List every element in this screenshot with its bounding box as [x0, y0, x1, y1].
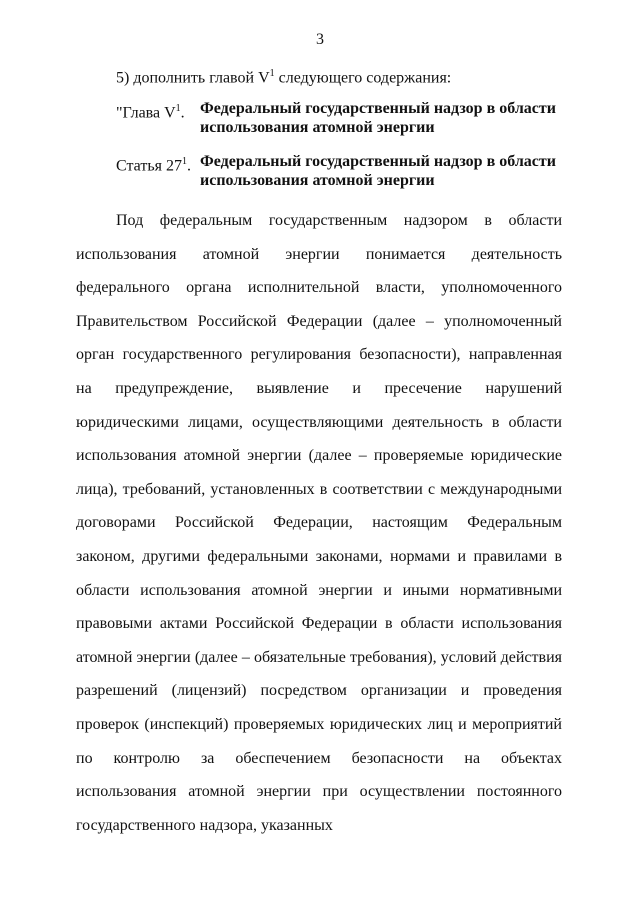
article-label-superscript: 1: [181, 156, 187, 167]
article-label: [116, 152, 191, 175]
article-label-prefix: Статья 27: [116, 157, 182, 175]
article-label-suffix: .: [186, 157, 191, 175]
chapter-title: Федеральный государственный надзор в области использования атомной энергии: [200, 100, 556, 136]
amendment-intro-suffix: следующего содержания:: [274, 69, 452, 87]
page-number: 3: [316, 31, 324, 48]
article-title: Федеральный государственный надзор в области использования атомной энергии: [200, 153, 556, 189]
amendment-intro-superscript: 1: [269, 68, 275, 79]
article-body-paragraph: Под федеральным государственным надзором в области использования атомной энергии понимается деятельность федерального органа исполнительной власти, уполномоченного Правительством Российской Федерации (далее – уполномоченный орган государственного регулирования безопасности), направленная на предупреждение, выявление и пресечение нарушений юридическими лицами, осуществляющими деятельность в области использования атомной энергии (далее – проверяемые юридические лица), требований, установленных в соответствии с международными договорами Российской Федерации, настоящим Федеральным законом, другими федеральными законами, нормами и правилами в области использования атомной энергии и иными нормативными правовыми актами Российской Федерации в области использования атомной энергии (далее – обязательные требования), условий действия разрешений (лицензий) посредством организации и проведения проверок (инспекций) проверяемых юридических лиц и мероприятий по контролю за обеспечением безопасности на объектах использования атомной энергии при осуществлении постоянного государственного надзора, указанных: [76, 212, 562, 834]
chapter-label-superscript: 1: [175, 103, 181, 114]
chapter-label: [116, 99, 185, 122]
chapter-label-suffix: .: [180, 104, 185, 122]
amendment-intro-prefix: 5) дополнить главой V: [116, 69, 270, 87]
chapter-label-prefix: "Глава V: [116, 104, 176, 122]
amendment-intro: [116, 64, 451, 88]
